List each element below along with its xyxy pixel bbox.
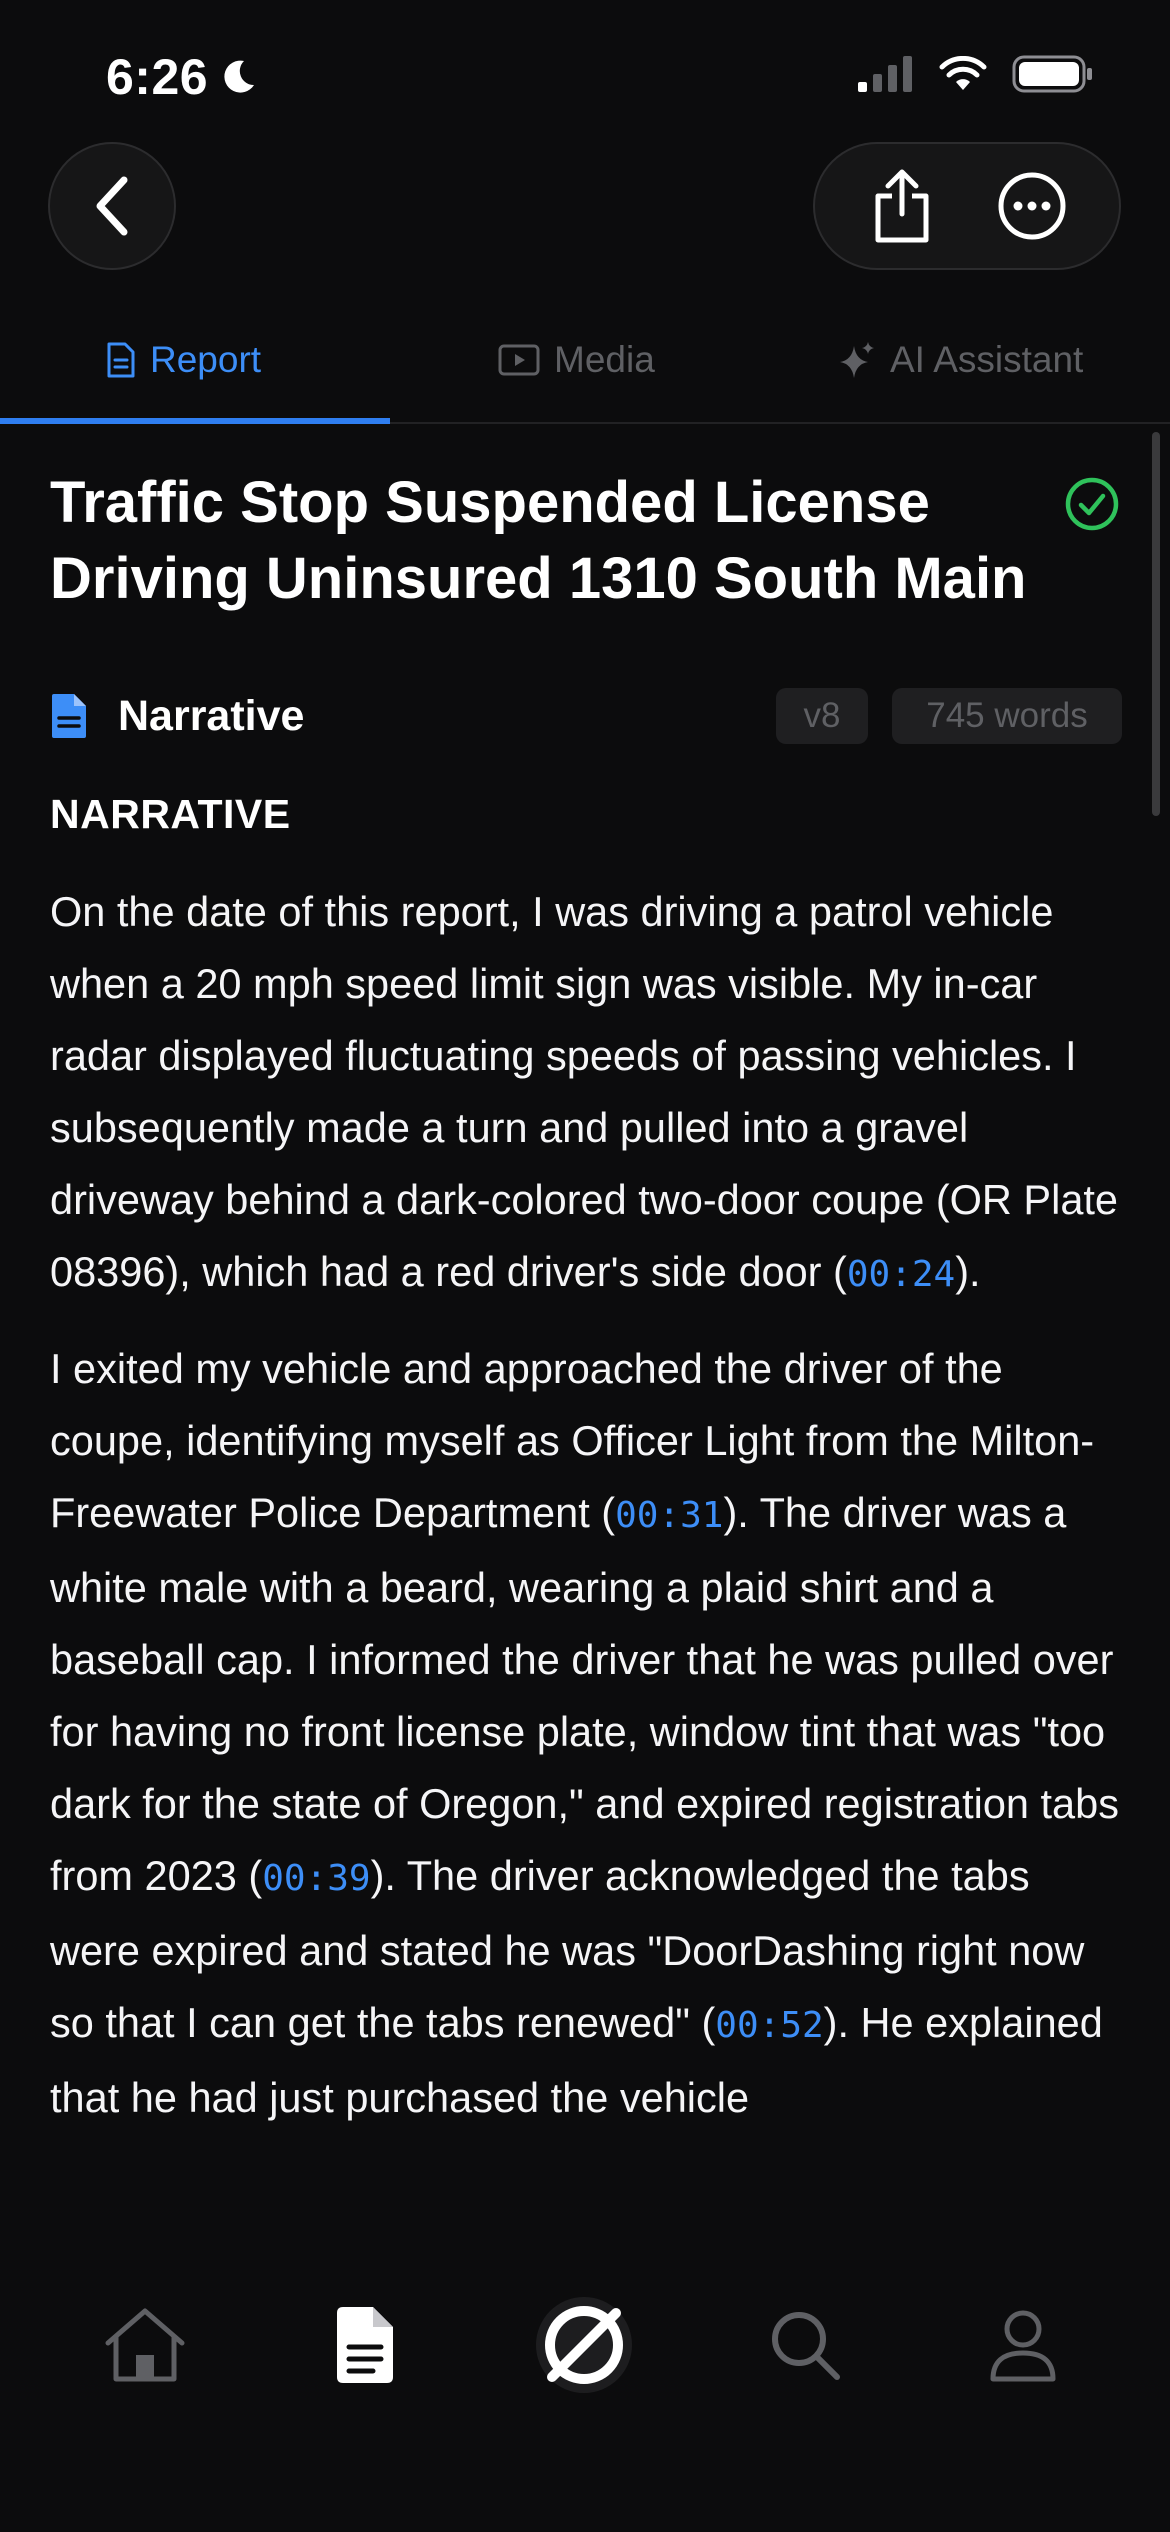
active-tab-indicator bbox=[0, 418, 390, 424]
narrative-paragraph bbox=[50, 876, 1130, 1311]
paragraph-text: On the date of this report, I was driving a patrol vehicle when a 20 mph speed limit sign was visible. My in-car radar displayed fluctuating speeds of passing vehicles. I subsequently made a turn and pulled into a gravel driveway behind a dark-colored two-door coupe (OR Plate 08396), which had a red driver's side door ( bbox=[50, 888, 1119, 1295]
nav-reports[interactable] bbox=[310, 2290, 420, 2400]
status-time bbox=[106, 48, 258, 106]
version-badge: v8 bbox=[776, 688, 868, 744]
section-heading: NARRATIVE bbox=[50, 791, 291, 837]
sparkle-icon bbox=[838, 340, 876, 380]
status-time-text: 6:26 bbox=[106, 49, 209, 105]
profile-icon bbox=[988, 2307, 1058, 2383]
chevron-left-icon bbox=[90, 174, 134, 238]
narrative-body bbox=[50, 876, 1130, 2156]
play-rectangle-icon bbox=[498, 344, 540, 376]
narrative-document-icon bbox=[50, 692, 88, 740]
more-button[interactable] bbox=[977, 151, 1087, 261]
paragraph-text: ). bbox=[955, 1248, 981, 1295]
paragraph-text: ). The driver was a white male with a beard, wearing a plaid shirt and a baseball cap. I informed the driver that he was pulled over for having no front license plate, window tint that was "too dark for the state of Oregon," and expired registration tabs from 2023 ( bbox=[50, 1489, 1119, 1899]
battery-icon bbox=[1012, 55, 1094, 93]
app-logo-icon bbox=[534, 2295, 634, 2395]
tab-report-label: Report bbox=[150, 339, 262, 380]
tab-media-label: Media bbox=[554, 339, 655, 380]
tab-ai-assistant[interactable] bbox=[838, 310, 1083, 410]
ellipsis-circle-icon bbox=[997, 171, 1067, 241]
moon-icon bbox=[218, 57, 258, 97]
search-icon bbox=[767, 2307, 843, 2383]
timestamp-link[interactable]: 00:39 bbox=[262, 1858, 371, 1899]
nav-app-logo[interactable] bbox=[529, 2290, 639, 2400]
section-label: Narrative bbox=[118, 692, 305, 740]
timestamp-link[interactable]: 00:31 bbox=[615, 1495, 724, 1536]
wifi-icon bbox=[938, 56, 988, 92]
status-indicators bbox=[858, 55, 1094, 93]
check-circle-icon bbox=[1064, 476, 1120, 532]
tab-ai-assistant-label: AI Assistant bbox=[890, 339, 1084, 380]
timestamp-link[interactable]: 00:52 bbox=[715, 2005, 824, 2046]
back-button[interactable] bbox=[48, 142, 176, 270]
word-count-badge: 745 words bbox=[892, 688, 1122, 744]
share-icon bbox=[870, 168, 934, 244]
tab-report[interactable] bbox=[106, 310, 261, 410]
nav-search[interactable] bbox=[750, 2290, 860, 2400]
document-icon bbox=[106, 341, 136, 379]
nav-profile[interactable] bbox=[968, 2290, 1078, 2400]
reports-icon bbox=[333, 2305, 397, 2385]
home-icon bbox=[102, 2305, 188, 2385]
scrollbar[interactable] bbox=[1152, 432, 1160, 816]
paragraph-text: ). He explained that he had just purchased the vehicle bbox=[50, 1999, 1103, 2121]
tab-media[interactable] bbox=[498, 310, 655, 410]
cellular-signal-icon bbox=[858, 56, 914, 92]
paragraph-text: ). The driver acknowledged the tabs were expired and stated he was "DoorDashing right now so that I can get the tabs renewed" ( bbox=[50, 1852, 1085, 2046]
tab-bar bbox=[0, 310, 1170, 424]
paragraph-text: I exited my vehicle and approached the driver of the coupe, identifying myself as Officer Light from the Milton-Freewater Police Department ( bbox=[50, 1345, 1095, 1536]
bottom-nav bbox=[0, 2290, 1170, 2400]
narrative-paragraph bbox=[50, 1333, 1130, 2134]
report-title: Traffic Stop Suspended License Driving Uninsured 1310 South Main bbox=[50, 470, 1027, 611]
timestamp-link[interactable]: 00:24 bbox=[846, 1254, 956, 1295]
header-actions bbox=[813, 142, 1121, 270]
share-button[interactable] bbox=[847, 151, 957, 261]
nav-home[interactable] bbox=[90, 2290, 200, 2400]
